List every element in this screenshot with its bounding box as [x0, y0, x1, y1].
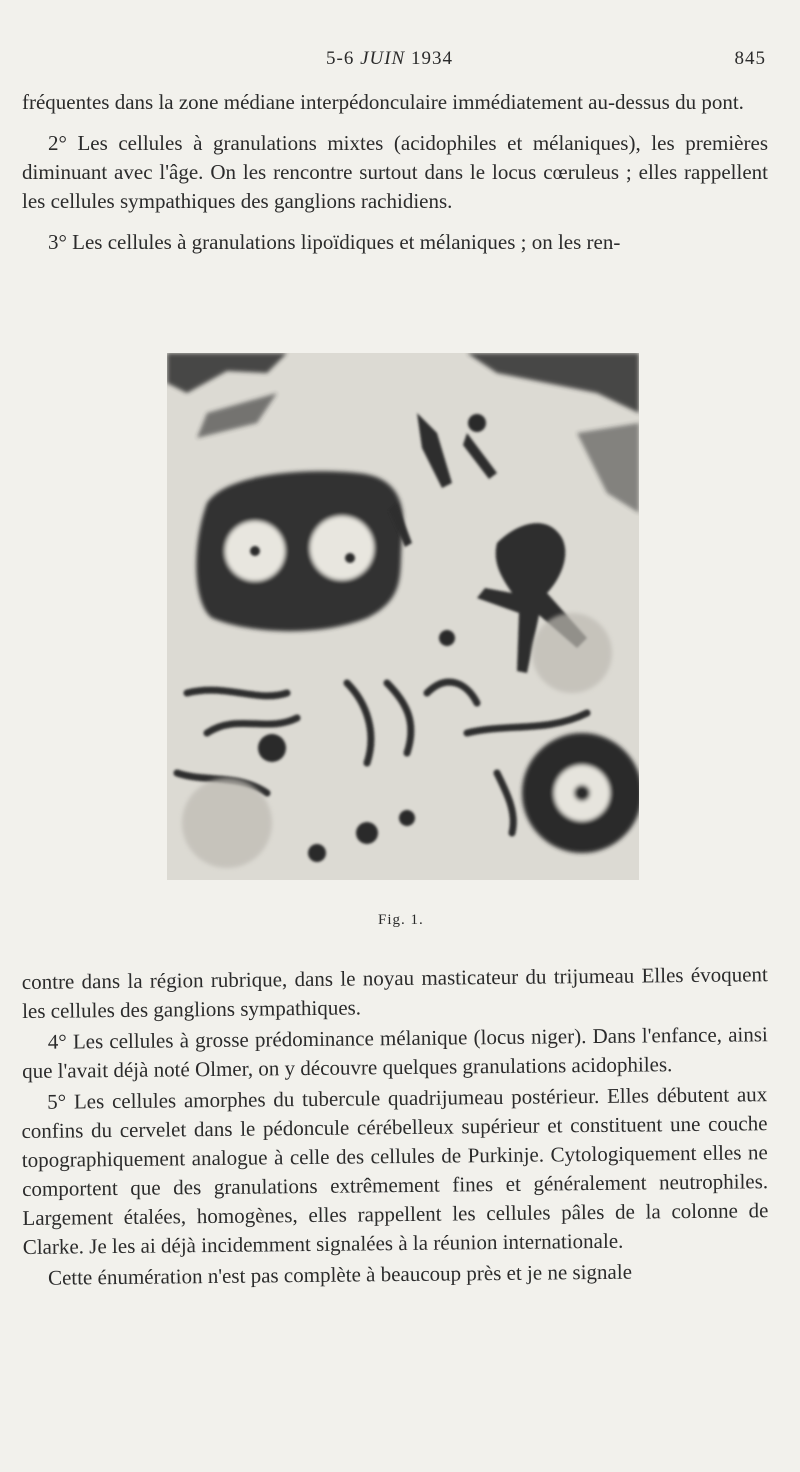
- paragraph-continuation: fréquentes dans la zone médiane interpédonculaire immédiatement au-dessus du pont.: [22, 90, 744, 114]
- header-date: [326, 48, 453, 70]
- paragraph-continuation-2: contre dans la région rubrique, dans le noyau masticateur du trijumeau Elles évoquent les cellules des ganglions sympathiques.: [21, 962, 768, 1023]
- top-text-block: [22, 88, 768, 257]
- page-number: 845: [734, 48, 766, 69]
- header-date-month: JUIN: [360, 48, 406, 69]
- bottom-text-block: [21, 962, 769, 1293]
- running-header: [0, 48, 800, 78]
- paragraph-item-4: 4° Les cellules à grosse prédominance mélanique (locus niger). Dans l'enfance, ainsi que l'avait déjà noté Olmer, on y découvre quelques granulations acidophiles.: [22, 1022, 768, 1083]
- paragraph-item-5: 5° Les cellules amorphes du tubercule quadrijumeau postérieur. Elles débutent aux confins du cervelet dans le pédoncule cérébelleux supérieur et constituent une couche topographiquement analogue à celle des cellules de Purkinje. Cytologiquement elles ne comportent que des granulations extrêmement fines et généralement neutrophiles. Largement étalées, homogènes, elles rappellent les cellules pâles de la colonne de Clarke. Je les ai déjà incidemment signalées à la réunion internationale.: [21, 1082, 769, 1259]
- header-date-year: 1934: [410, 48, 453, 69]
- figure-caption: Fig. 1.: [378, 912, 424, 928]
- header-date-prefix: 5-6: [326, 48, 355, 69]
- paragraph-closing: Cette énumération n'est pas complète à beaucoup près et je ne signale: [47, 1259, 633, 1290]
- micrograph-figure: [167, 353, 639, 880]
- paragraph-item-3: 3° Les cellules à granulations lipoïdiques et mélaniques ; on les ren-: [48, 230, 621, 254]
- paragraph-item-2: 2° Les cellules à granulations mixtes (acidophiles et mélaniques), les premières diminuant avec l'âge. On les rencontre surtout dans le locus cœruleus ; elles rappellent les cellules sympathiques des ganglions rachidiens.: [22, 131, 768, 213]
- micrograph-image: [167, 353, 639, 880]
